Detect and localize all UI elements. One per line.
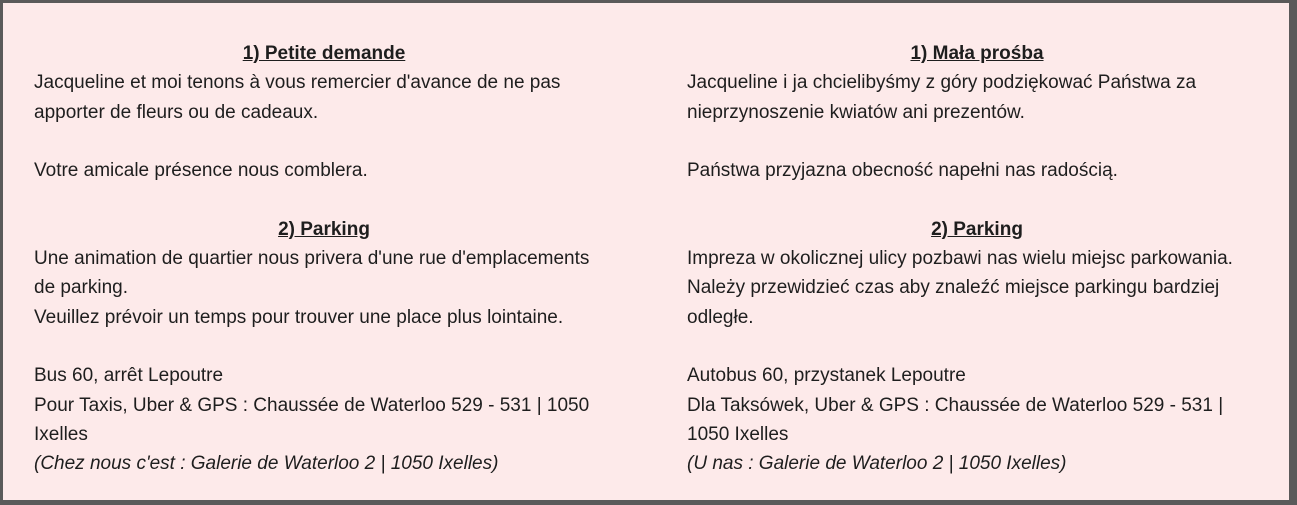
polish-parking-line-2: Należy przewidzieć czas aby znaleźć miejsce parkingu bardziej [687,277,1220,299]
polish-column [687,39,1267,478]
french-taxi-line-1: Pour Taxis, Uber & GPS : Chaussée de Waterloo 529 - 531 | 1050 [34,394,590,416]
french-column [34,39,614,478]
french-home-address: (Chez nous c'est : Galerie de Waterloo 2 | 1050 Ixelles) [34,453,499,475]
polish-presence-text: Państwa przyjazna obecność napełni nas radością. [687,160,1118,182]
french-heading-request: 1) Petite demande [242,43,406,64]
polish-parking-line-1: Impreza w okolicznej ulicy pozbawi nas wielu miejsc parkowania. [687,248,1233,270]
spacer [34,332,614,361]
french-parking-line-3: Veuillez prévoir un temps pour trouver une place plus lointaine. [34,306,564,328]
polish-taxi-line-2: 1050 Ixelles [687,423,789,445]
french-parking-line-2: de parking. [34,277,129,299]
polish-parking-line-3: odległe. [687,306,754,328]
french-bus-info: Bus 60, arrêt Lepoutre [34,365,224,387]
french-taxi-line-2: Ixelles [34,423,88,445]
polish-bus-info: Autobus 60, przystanek Lepoutre [687,365,966,387]
spacer [687,332,1267,361]
polish-heading-request: 1) Mała prośba [910,43,1044,64]
polish-heading-parking: 2) Parking [931,218,1023,240]
polish-thanks-line-1: Jacqueline i ja chcielibyśmy z góry podziękować Państwa za [687,72,1197,94]
french-parking-line-1: Une animation de quartier nous privera d'une rue d'emplacements [34,248,590,270]
french-presence-text: Votre amicale présence nous comblera. [34,160,368,182]
polish-home-address: (U nas : Galerie de Waterloo 2 | 1050 Ixelles) [687,453,1067,475]
spacer [687,127,1267,156]
french-heading-parking: 2) Parking [278,218,370,240]
spacer [34,185,614,214]
spacer [34,127,614,156]
french-thanks-line-1: Jacqueline et moi tenons à vous remercier d'avance de ne pas [34,72,561,94]
polish-thanks-line-2: nieprzynoszenie kwiatów ani prezentów. [687,101,1025,123]
polish-taxi-line-1: Dla Taksówek, Uber & GPS : Chaussée de Waterloo 529 - 531 | [687,394,1224,416]
french-thanks-line-2: apporter de fleurs ou de cadeaux. [34,101,319,123]
spacer [687,185,1267,214]
